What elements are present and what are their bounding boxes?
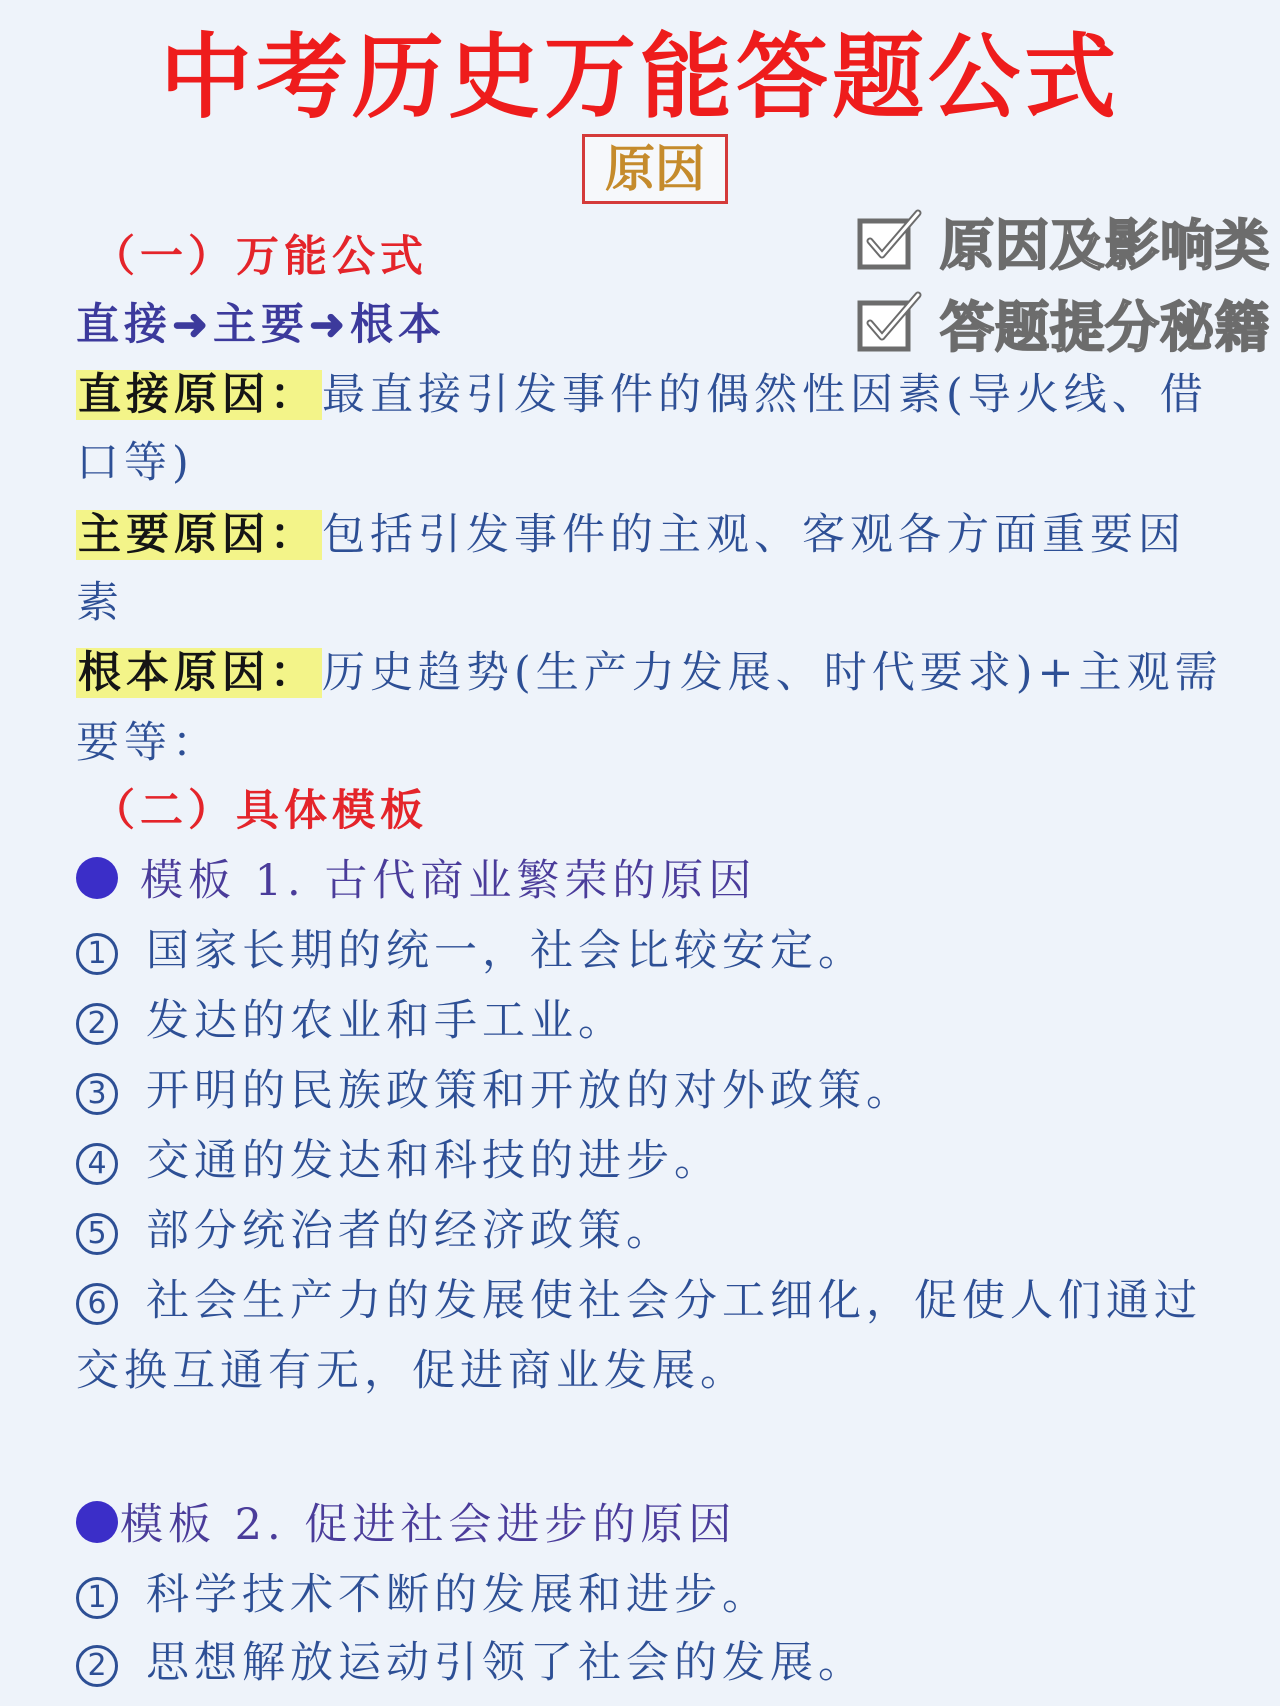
circled-number-icon: 5 [76,1213,118,1255]
list-item [76,986,1216,1056]
list-item-text: 开明的民族政策和开放的对外政策。 [146,1066,914,1116]
list-item-text: 部分统治者的经济政策。 [146,1206,674,1256]
circled-number-icon: 2 [76,1003,118,1045]
highlight-label: 直接原因： [76,370,322,420]
circled-number-icon: 3 [76,1073,118,1115]
cause-text: 最直接引发事件的偶然性因素(导火线、借 [322,370,1208,420]
list-item-text: 交通的发达和科技的进步。 [146,1136,722,1186]
side-label-text: 原因及影响类 [940,213,1270,277]
cause-text: 历史趋势(生产力发展、时代要求)+主观需 [322,648,1223,698]
bullet-dot-icon [76,1501,118,1543]
list-item-text: 社会生产力的发展使社会分工细化，促使人们通过 [146,1276,1202,1326]
circled-number-icon: 4 [76,1143,118,1185]
cause-direct-cont: 口等) [76,438,194,488]
list-item-text: 发达的农业和手工业。 [146,996,626,1046]
section-heading-templates: （二）具体模板 [92,786,428,836]
cause-main [76,500,1216,570]
list-item [76,1056,1216,1126]
template-1-title [76,846,1216,916]
list-item [76,1560,1216,1630]
cause-root [76,638,1223,708]
circled-number-icon: 6 [76,1283,118,1325]
cause-root-cont: 要等： [76,718,220,768]
list-item [76,1628,1216,1698]
cause-main-cont: 素 [76,578,124,628]
template-title-text: 模板 2. 促进社会进步的原因 [120,1500,737,1550]
list-item [76,1126,1216,1196]
section-heading-formula: （一）万能公式 [92,232,428,282]
highlight-label: 主要原因： [76,510,322,560]
list-item-cont: 交换互通有无，促进商业发展。 [76,1346,748,1396]
cause-text: 包括引发事件的主观、客观各方面重要因 [322,510,1186,560]
side-label-text: 答题提分秘籍 [940,295,1270,359]
circled-number-icon: 2 [76,1645,118,1687]
category-tag: 原因 [582,134,728,204]
list-item-text: 思想解放运动引领了社会的发展。 [146,1638,866,1688]
list-item-text: 国家长期的统一，社会比较安定。 [146,926,866,976]
list-item [76,1196,1216,1266]
circled-number-icon: 1 [76,1577,118,1619]
list-item [76,916,1216,986]
cause-direct [76,360,1216,430]
template-2-title [76,1490,1216,1560]
formula-line: 直接➜主要➜根本 [76,300,447,350]
circled-number-icon: 1 [76,933,118,975]
template-title-text: 模板 1. 古代商业繁荣的原因 [140,856,757,906]
list-item [76,1266,1216,1336]
list-item-text: 科学技术不断的发展和进步。 [146,1570,770,1620]
highlight-label: 根本原因： [76,648,322,698]
bullet-dot-icon [76,857,118,899]
page-title: 中考历史万能答题公式 [159,24,1120,131]
